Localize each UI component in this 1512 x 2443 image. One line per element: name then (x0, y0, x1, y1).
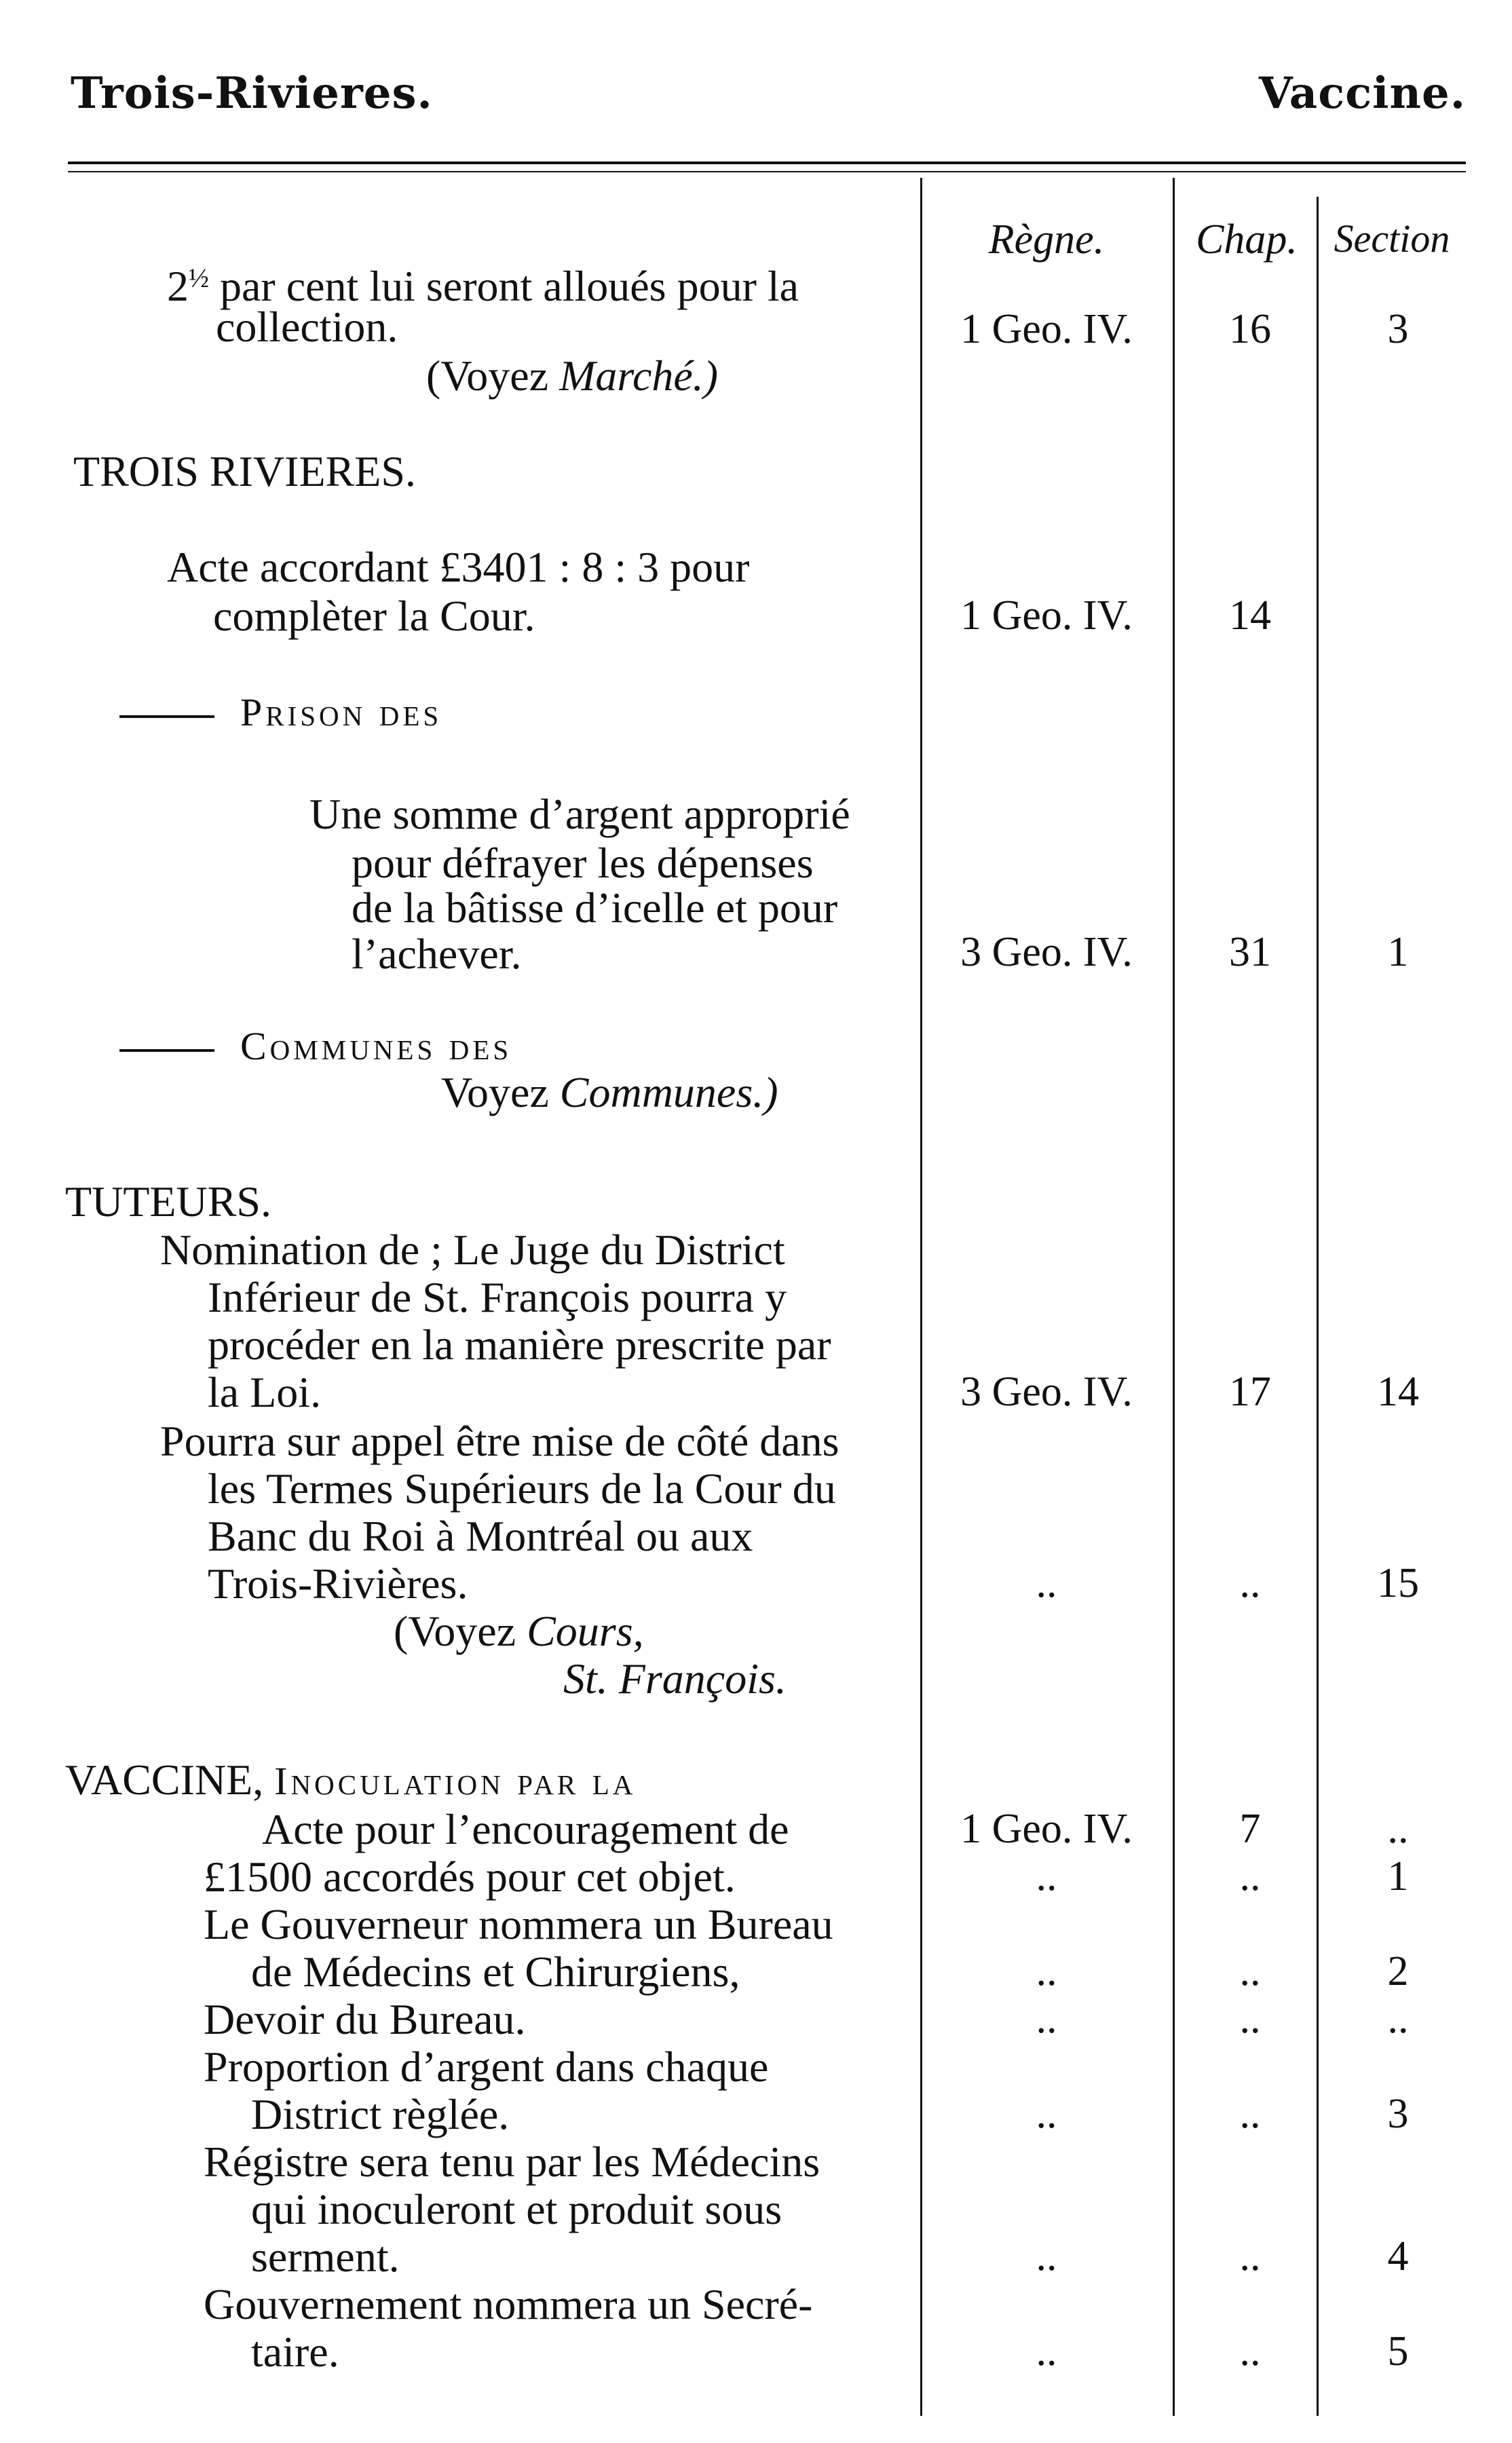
entry-tuteurs-crossref-line1 (394, 1607, 644, 1656)
chap-cell: 7 (1239, 1806, 1261, 1852)
fraction-int: 2 (167, 262, 189, 310)
fraction-half: ½ (189, 263, 209, 293)
entry-nomination-line3: procéder en la manière prescrite par (208, 1321, 831, 1369)
chap-cell: .. (1239, 1996, 1261, 2042)
dash-rule (119, 1049, 214, 1052)
dash-rule (119, 715, 214, 718)
regne-cell: .. (1036, 1853, 1057, 1899)
section-cell: 1 (1387, 1853, 1409, 1899)
chap-cell: .. (1239, 1948, 1261, 1994)
chap-cell: .. (1239, 2091, 1261, 2137)
section-cell: 3 (1387, 306, 1409, 352)
column-divider-text-regne (920, 178, 922, 2416)
chap-cell: 17 (1229, 1369, 1271, 1415)
regne-cell: 1 Geo. IV. (960, 592, 1133, 639)
regne-cell: .. (1036, 2328, 1057, 2374)
entry-pourcentage-crossref (426, 352, 718, 400)
entry-prison-line1: Une somme d’argent approprié (309, 790, 850, 838)
section-cell: 2 (1387, 1948, 1409, 1994)
entry-vaccine-bureau-line1: Le Gouverneur nommera un Bureau (204, 1900, 833, 1948)
subheading-prison (119, 689, 442, 735)
entry-pourcentage-line2: collection. (216, 303, 398, 351)
regne-cell: .. (1036, 2091, 1057, 2137)
chap-cell: .. (1239, 2233, 1261, 2279)
column-header-section: Section (1334, 216, 1450, 261)
chap-cell: .. (1239, 1560, 1261, 1606)
crossref-prefix: (Voyez (394, 1607, 527, 1655)
entry-vaccine-proportion-line2: District règlée. (251, 2090, 510, 2138)
chap-cell: .. (1239, 2328, 1261, 2374)
heading-vaccine (65, 1755, 636, 1805)
section-cell: .. (1387, 1806, 1409, 1852)
header-rule-top (68, 162, 1466, 164)
entry-nomination-line2: Inférieur de St. François pourra y (208, 1273, 787, 1321)
chap-cell: 16 (1229, 306, 1271, 352)
entry-vaccine-acte: Acte pour l’encouragement de (262, 1805, 789, 1853)
entry-appel-line2: les Termes Supérieurs de la Cour du (208, 1464, 836, 1513)
crossref-target: Cours, (527, 1607, 644, 1655)
entry-vaccine-registre-line3: serment. (251, 2233, 400, 2281)
section-cell: 5 (1387, 2328, 1409, 2374)
regne-cell: .. (1036, 1560, 1057, 1606)
entry-vaccine-secretaire-line1: Gouvernement nommera un Secré- (204, 2280, 813, 2328)
regne-cell: .. (1036, 2233, 1057, 2279)
entry-prison-line2: pour défrayer les dépenses (352, 839, 814, 887)
heading-subtitle: Inoculation par la (274, 1759, 637, 1803)
header-rule-bottom (68, 171, 1466, 172)
regne-cell: 3 Geo. IV. (960, 929, 1133, 975)
section-cell: 3 (1387, 2091, 1409, 2137)
section-cell: 14 (1377, 1369, 1419, 1415)
crossref-target: Marché.) (559, 352, 719, 400)
entry-cour-line2: complèter la Cour. (213, 592, 535, 640)
crossref-prefix: (Voyez (426, 352, 560, 400)
heading-trois-rivieres: TROIS RIVIERES. (73, 447, 416, 495)
regne-cell: 1 Geo. IV. (960, 1806, 1133, 1852)
chap-cell: .. (1239, 1853, 1261, 1899)
entry-prison-line3: de la bâtisse d’icelle et pour (352, 884, 838, 932)
entry-prison-line4: l’achever. (352, 930, 522, 978)
entry-vaccine-bureau-line2: de Médecins et Chirurgiens, (251, 1948, 740, 1996)
section-cell: 4 (1387, 2233, 1409, 2279)
section-cell: 1 (1387, 929, 1409, 975)
running-head-left: Trois-Rivieres. (71, 68, 433, 119)
subheading-label: Communes des (240, 1024, 512, 1068)
crossref-prefix: Voyez (441, 1068, 560, 1116)
entry-nomination-line1: Nomination de ; Le Juge du District (160, 1226, 785, 1274)
regne-cell: .. (1036, 1948, 1057, 1994)
regne-cell: .. (1036, 1996, 1057, 2042)
entry-vaccine-registre-line2: qui inoculeront et produit sous (251, 2185, 782, 2233)
entry-vaccine-registre-line1: Régistre sera tenu par les Médecins (204, 2138, 820, 2186)
subheading-communes (119, 1023, 512, 1069)
entry-vaccine-secretaire-line2: taire. (251, 2328, 339, 2376)
section-cell: .. (1387, 1996, 1409, 2042)
column-divider-chap-section (1317, 197, 1319, 2416)
crossref-target: Communes.) (559, 1068, 778, 1116)
entry-nomination-line4: la Loi. (208, 1368, 322, 1416)
column-header-regne: Règne. (988, 216, 1105, 263)
regne-cell: 3 Geo. IV. (960, 1369, 1133, 1415)
regne-cell: 1 Geo. IV. (960, 306, 1133, 352)
subheading-label: Prison des (240, 690, 442, 734)
chap-cell: 31 (1229, 929, 1271, 975)
entry-communes-crossref (441, 1068, 778, 1117)
running-head-right: Vaccine. (1258, 68, 1466, 119)
chap-cell: 14 (1229, 592, 1271, 639)
entry-text: par cent lui seront alloués pour la (209, 262, 799, 310)
entry-appel-line4: Trois-Rivières. (208, 1559, 468, 1608)
column-header-chap: Chap. (1196, 216, 1298, 263)
crossref-target: St. François. (563, 1654, 787, 1703)
column-divider-regne-chap (1173, 178, 1175, 2416)
entry-appel-line1: Pourra sur appel être mise de côté dans (160, 1417, 839, 1465)
entry-vaccine-proportion-line1: Proportion d’argent dans chaque (204, 2043, 769, 2091)
entry-vaccine-devoir: Devoir du Bureau. (204, 1995, 526, 2043)
entry-appel-line3: Banc du Roi à Montréal ou aux (208, 1512, 753, 1560)
heading-tuteurs: TUTEURS. (65, 1177, 271, 1226)
entry-cour-line1: Acte accordant £3401 : 8 : 3 pour (167, 543, 750, 591)
heading-main: VACCINE, (65, 1756, 275, 1804)
entry-tuteurs-crossref-line2 (563, 1654, 787, 1703)
entry-vaccine-montant: £1500 accordés pour cet objet. (204, 1853, 736, 1901)
section-cell: 15 (1377, 1560, 1419, 1606)
